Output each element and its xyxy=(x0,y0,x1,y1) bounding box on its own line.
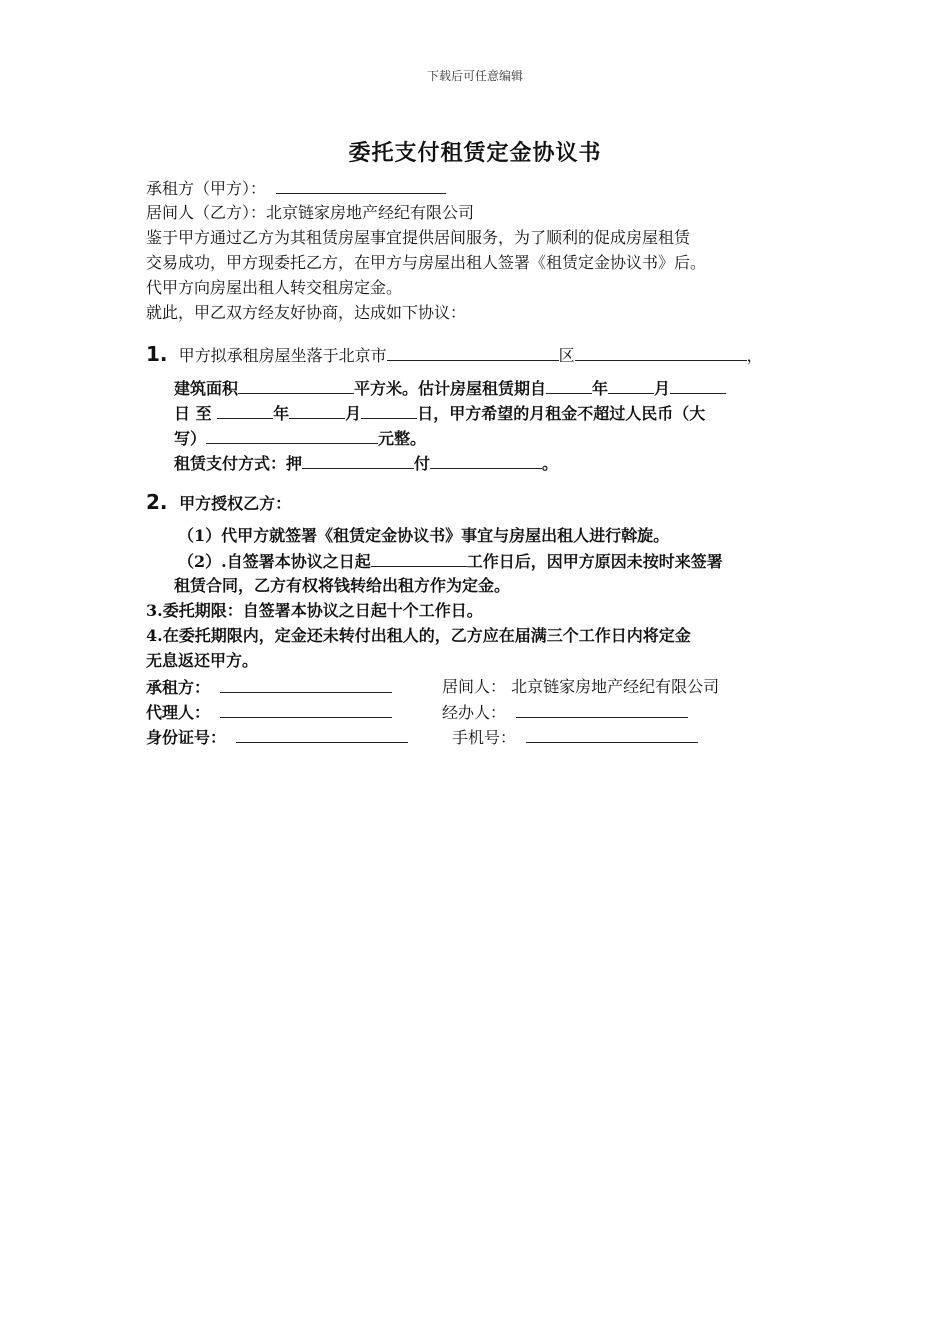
area-line xyxy=(174,376,726,401)
sig-phone xyxy=(452,725,698,750)
clause1-number: 1. xyxy=(146,342,168,366)
tenant-blank[interactable] xyxy=(276,176,446,194)
intro-line-1: 鉴于甲方通过乙方为其租赁房屋事宜提供居间服务，为了顺利的促成房屋租赁 xyxy=(146,228,691,247)
clause1-text-b: 区 xyxy=(558,346,575,365)
page-header: 下载后可任意编辑 xyxy=(426,69,523,83)
city-blank[interactable] xyxy=(387,343,559,361)
rent-blank[interactable] xyxy=(206,426,378,444)
sig-handler xyxy=(442,700,688,725)
sig-tenant xyxy=(146,675,392,700)
agent-label: 居间人（乙方）： xyxy=(146,203,267,222)
item2-text-a: （2）.自签署本协议之日起 xyxy=(178,552,371,571)
clause1-text-c: ， xyxy=(746,346,763,365)
day-to-label: 日 至 xyxy=(174,404,212,423)
sig-agent xyxy=(146,700,392,725)
sig-broker-value: 北京链家房地产经纪有限公司 xyxy=(511,677,720,696)
agent-value: 北京链家房地产经纪有限公司 xyxy=(266,203,475,222)
clause2-item-2 xyxy=(178,549,723,574)
clause2-item-1: （1）代甲方就签署《租赁定金协议书》事宜与房屋出租人进行斡旋。 xyxy=(178,526,670,545)
clause4-line-1: 4.在委托期限内，定金还未转付出租人的，乙方应在届满三个工作日内将定金 xyxy=(146,626,691,645)
end-year-label: 年 xyxy=(273,404,290,423)
start-year-blank[interactable] xyxy=(546,376,592,394)
clause2-title: 甲方授权乙方： xyxy=(179,494,292,513)
clause2-title-line xyxy=(146,490,291,516)
area-label: 建筑面积 xyxy=(174,379,239,398)
end-day-blank[interactable] xyxy=(361,401,417,419)
pay-label: 付 xyxy=(414,454,431,473)
sig-phone-blank[interactable] xyxy=(526,725,698,743)
clause3: 3.委托期限：自签署本协议之日起十个工作日。 xyxy=(146,601,483,620)
clause2-number: 2. xyxy=(146,490,168,514)
sig-broker xyxy=(442,675,719,699)
lease-start-label: 平方米。估计房屋租赁期自 xyxy=(354,379,547,398)
start-day-blank[interactable] xyxy=(670,376,726,394)
rent-capital-label: 写） xyxy=(174,429,207,448)
rent-line xyxy=(174,426,426,451)
end-month-blank[interactable] xyxy=(289,401,345,419)
clause1-text-a: 甲方拟承租房屋坐落于北京市 xyxy=(178,346,387,365)
document-title: 委托支付租赁定金协议书 xyxy=(348,140,602,166)
sig-handler-blank[interactable] xyxy=(516,700,688,718)
sig-id xyxy=(146,725,408,750)
sig-tenant-blank[interactable] xyxy=(220,675,392,693)
sig-id-label: 身份证号： xyxy=(146,728,227,747)
workdays-blank[interactable] xyxy=(371,549,467,567)
rent-label: 日，甲方希望的月租金不超过人民币（大 xyxy=(417,404,706,423)
agent-line xyxy=(146,201,474,225)
pay-blank[interactable] xyxy=(430,451,542,469)
deposit-label: 租赁支付方式：押 xyxy=(174,454,303,473)
clause4-line-2: 无息返还甲方。 xyxy=(146,651,259,670)
clause1-line xyxy=(146,342,763,368)
sig-tenant-label: 承租方： xyxy=(146,678,211,697)
payment-line xyxy=(174,451,558,476)
area-blank[interactable] xyxy=(238,376,354,394)
sig-handler-label: 经办人： xyxy=(442,703,507,722)
year-label: 年 xyxy=(592,379,609,398)
month-label: 月 xyxy=(654,379,671,398)
tenant-line xyxy=(146,176,446,201)
tenant-label: 承租方（甲方）： xyxy=(146,179,267,198)
term-line xyxy=(174,401,705,426)
district-blank[interactable] xyxy=(575,343,747,361)
clause2-item-2-cont: 租赁合同，乙方有权将钱转给出租方作为定金。 xyxy=(174,576,511,595)
payment-suffix: 。 xyxy=(542,454,559,473)
sig-broker-label: 居间人： xyxy=(442,677,507,696)
deposit-blank[interactable] xyxy=(302,451,414,469)
sig-phone-label: 手机号： xyxy=(452,728,517,747)
rent-suffix: 元整。 xyxy=(378,429,427,448)
intro-line-2: 交易成功，甲方现委托乙方，在甲方与房屋出租人签署《租赁定金协议书》后。 xyxy=(146,253,707,272)
sig-agent-blank[interactable] xyxy=(220,700,392,718)
end-month-label: 月 xyxy=(345,404,362,423)
sig-id-blank[interactable] xyxy=(236,725,408,743)
end-year-blank[interactable] xyxy=(217,401,273,419)
intro-line-3: 代甲方向房屋出租人转交租房定金。 xyxy=(146,278,403,297)
start-month-blank[interactable] xyxy=(608,376,654,394)
intro-line-4: 就此，甲乙双方经友好协商，达成如下协议： xyxy=(146,303,467,322)
sig-agent-label: 代理人： xyxy=(146,703,211,722)
item2-text-b: 工作日后，因甲方原因未按时来签署 xyxy=(466,552,723,571)
